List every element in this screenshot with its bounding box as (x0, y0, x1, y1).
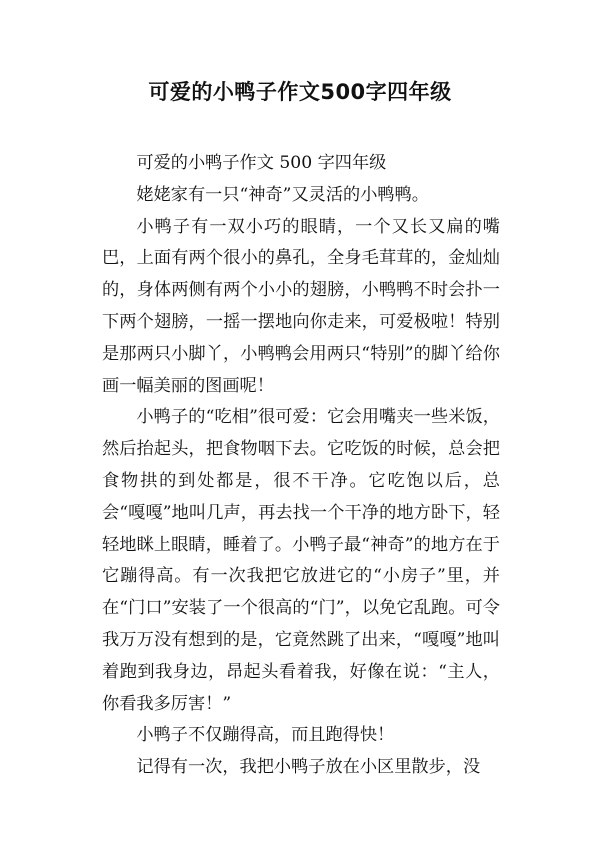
paragraph-subtitle: 可爱的小鸭子作文 500 字四年级 (136, 153, 387, 173)
paragraph-intro: 姥姥家有一只“神奇”又灵活的小鸭鸭。 (136, 184, 429, 205)
paragraph-appearance: 小鸭子有一双小巧的眼睛，一个又长又扁的嘴巴，上面有两个很小的鼻孔，全身毛茸茸的，金灿灿的，身体两侧有两个小小的翅膀，小鸭鸭不时会扑一下两个翅膀，一摇一摆地向你走来，可爱极啦！特别是那两只小脚丫，小鸭鸭会用两只“特别”的脚丫给你画一幅美丽的图画呢！ (102, 216, 500, 396)
document-body (102, 148, 500, 784)
paragraph-running: 小鸭子不仅蹦得高，而且跑得快！ (136, 725, 395, 746)
document-title: 可爱的小鸭子作文500字四年级 (148, 80, 452, 104)
paragraph-eating: 小鸭子的“吃相”很可爱：它会用嘴夹一些米饭，然后抬起头，把食物咽下去。它吃饭的时候，总会把食物拱的到处都是，很不干净。它吃饱以后，总会“嘎嘎”地叫几声，再去找一个干净的地方卧下，轻轻地眯上眼睛，睡着了。小鸭子最“神奇”的地方在于它蹦得高。有一次我把它放进它的“小房子”里，并在“门口”安装了一个很高的“门”，以免它乱跑。可令我万万没有想到的是，它竟然跳了出来，“嘎嘎”地叫着跑到我身边，昂起头看着我，好像在说：“主人，你看我多厉害！” (102, 407, 500, 714)
paragraph-memory: 记得有一次，我把小鸭子放在小区里散步，没 (136, 757, 481, 778)
